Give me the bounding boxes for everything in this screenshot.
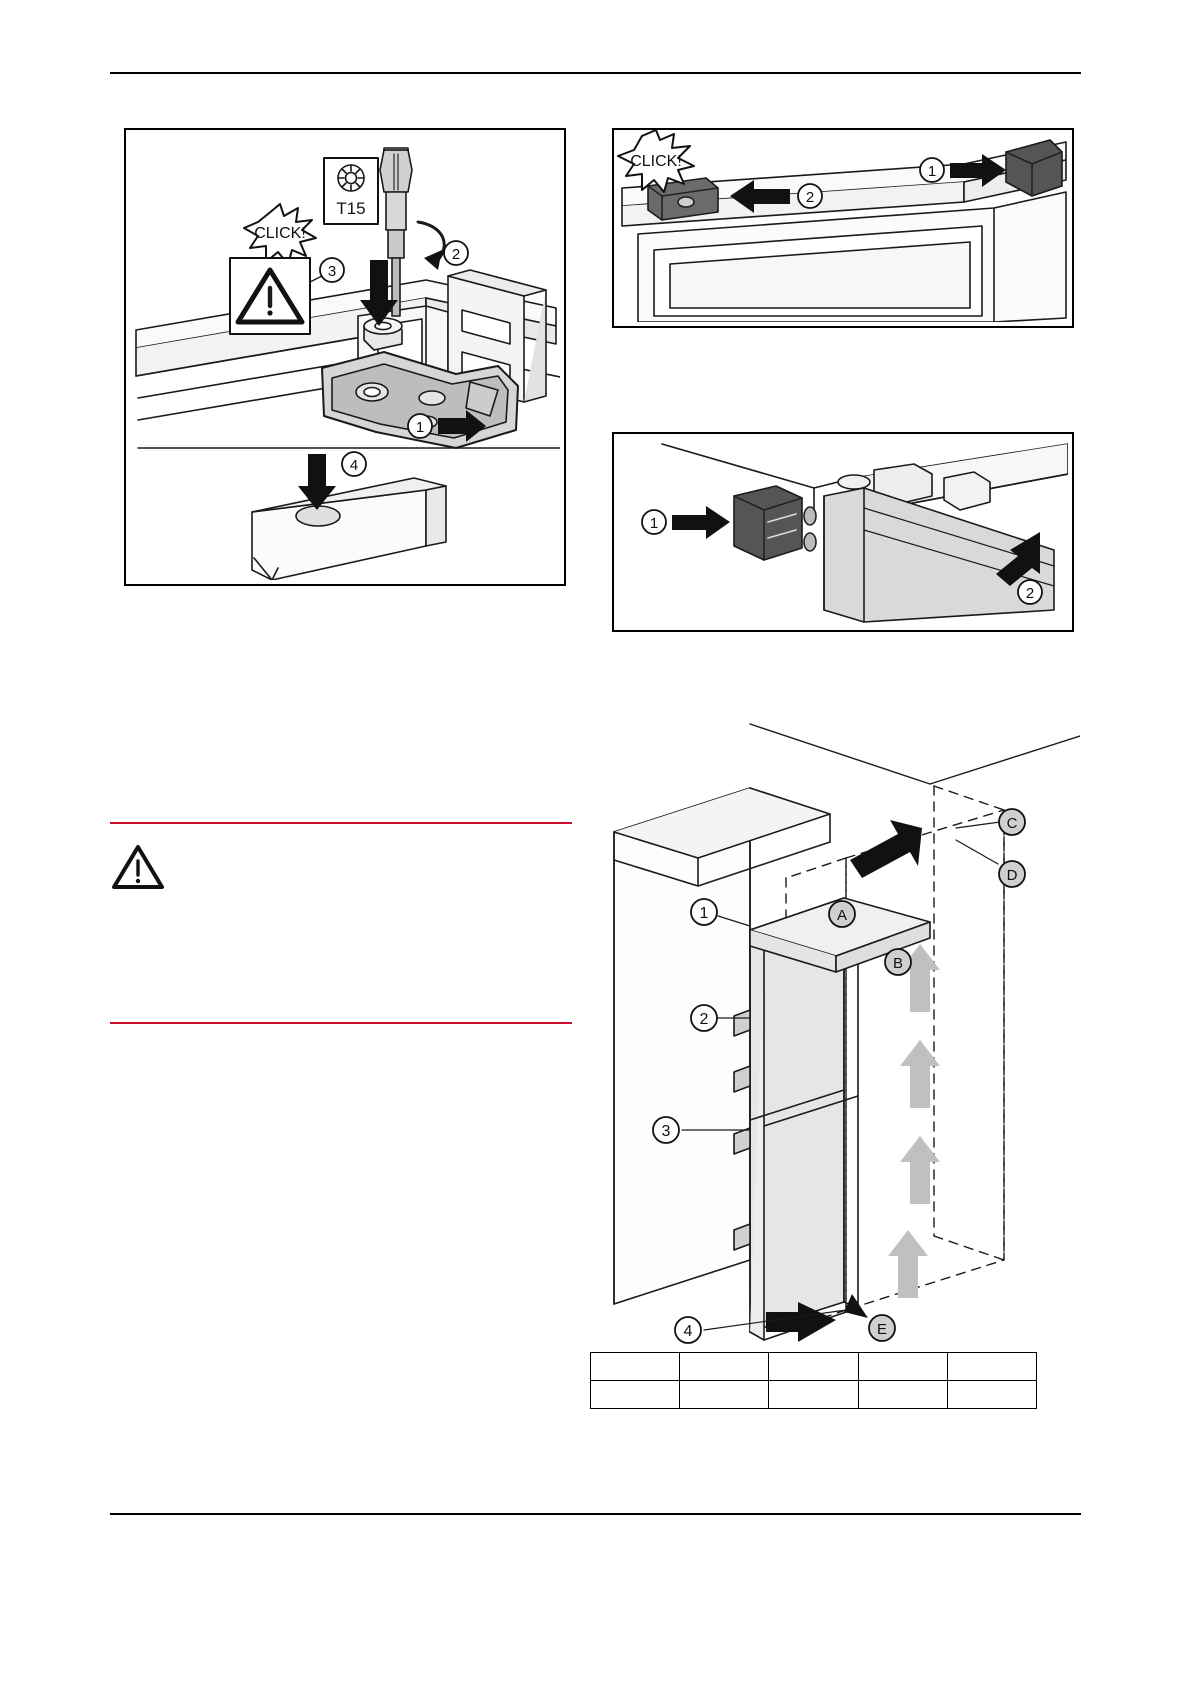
figure-upper-door-bracket [612,128,1074,328]
appliance-installation-drawing [600,700,1080,1360]
side-cover-insertion-drawing [614,434,1068,626]
click-label: CLICK! [630,153,682,170]
hinge-mounting-drawing [126,130,560,580]
table-cell [680,1381,769,1409]
warning-triangle-icon [112,844,164,890]
table-cell [769,1381,858,1409]
callout-2: 2 [451,246,461,263]
dimension-table [590,1352,1037,1409]
header-rule [110,72,1081,74]
callout-1: 1 [699,905,709,922]
click-label: CLICK! [254,225,306,242]
table-cell [680,1353,769,1381]
callout-2: 2 [1025,585,1035,602]
callout-3: 3 [327,263,337,280]
callout-2: 2 [805,189,815,206]
point-e: E [876,1321,888,1338]
table-cell [591,1381,680,1409]
callout-1: 1 [649,515,659,532]
figure-side-cover-insertion [612,432,1074,632]
callout-4: 4 [349,457,359,474]
point-a: A [836,907,848,924]
note-bottom-rule [110,1022,572,1024]
callout-1: 1 [415,419,425,436]
point-d: D [1006,867,1018,884]
footer-rule [110,1513,1081,1515]
callout-1: 1 [927,163,937,180]
table-cell [947,1353,1036,1381]
upper-door-bracket-drawing [614,130,1068,322]
table-cell [858,1381,947,1409]
callout-3: 3 [661,1123,671,1140]
point-c: C [1006,815,1018,832]
warning-note [110,822,572,1024]
table-row [591,1381,1037,1409]
callout-2: 2 [699,1011,709,1028]
figure-hinge-mounting [124,128,566,586]
point-b: B [892,955,904,972]
table-cell [858,1353,947,1381]
callout-4: 4 [683,1323,693,1340]
table-row [591,1353,1037,1381]
note-top-rule [110,822,572,824]
figure-appliance-installation [600,700,1080,1360]
table-cell [769,1353,858,1381]
tool-label: T15 [336,199,366,218]
table-cell [947,1381,1036,1409]
table-cell [591,1353,680,1381]
